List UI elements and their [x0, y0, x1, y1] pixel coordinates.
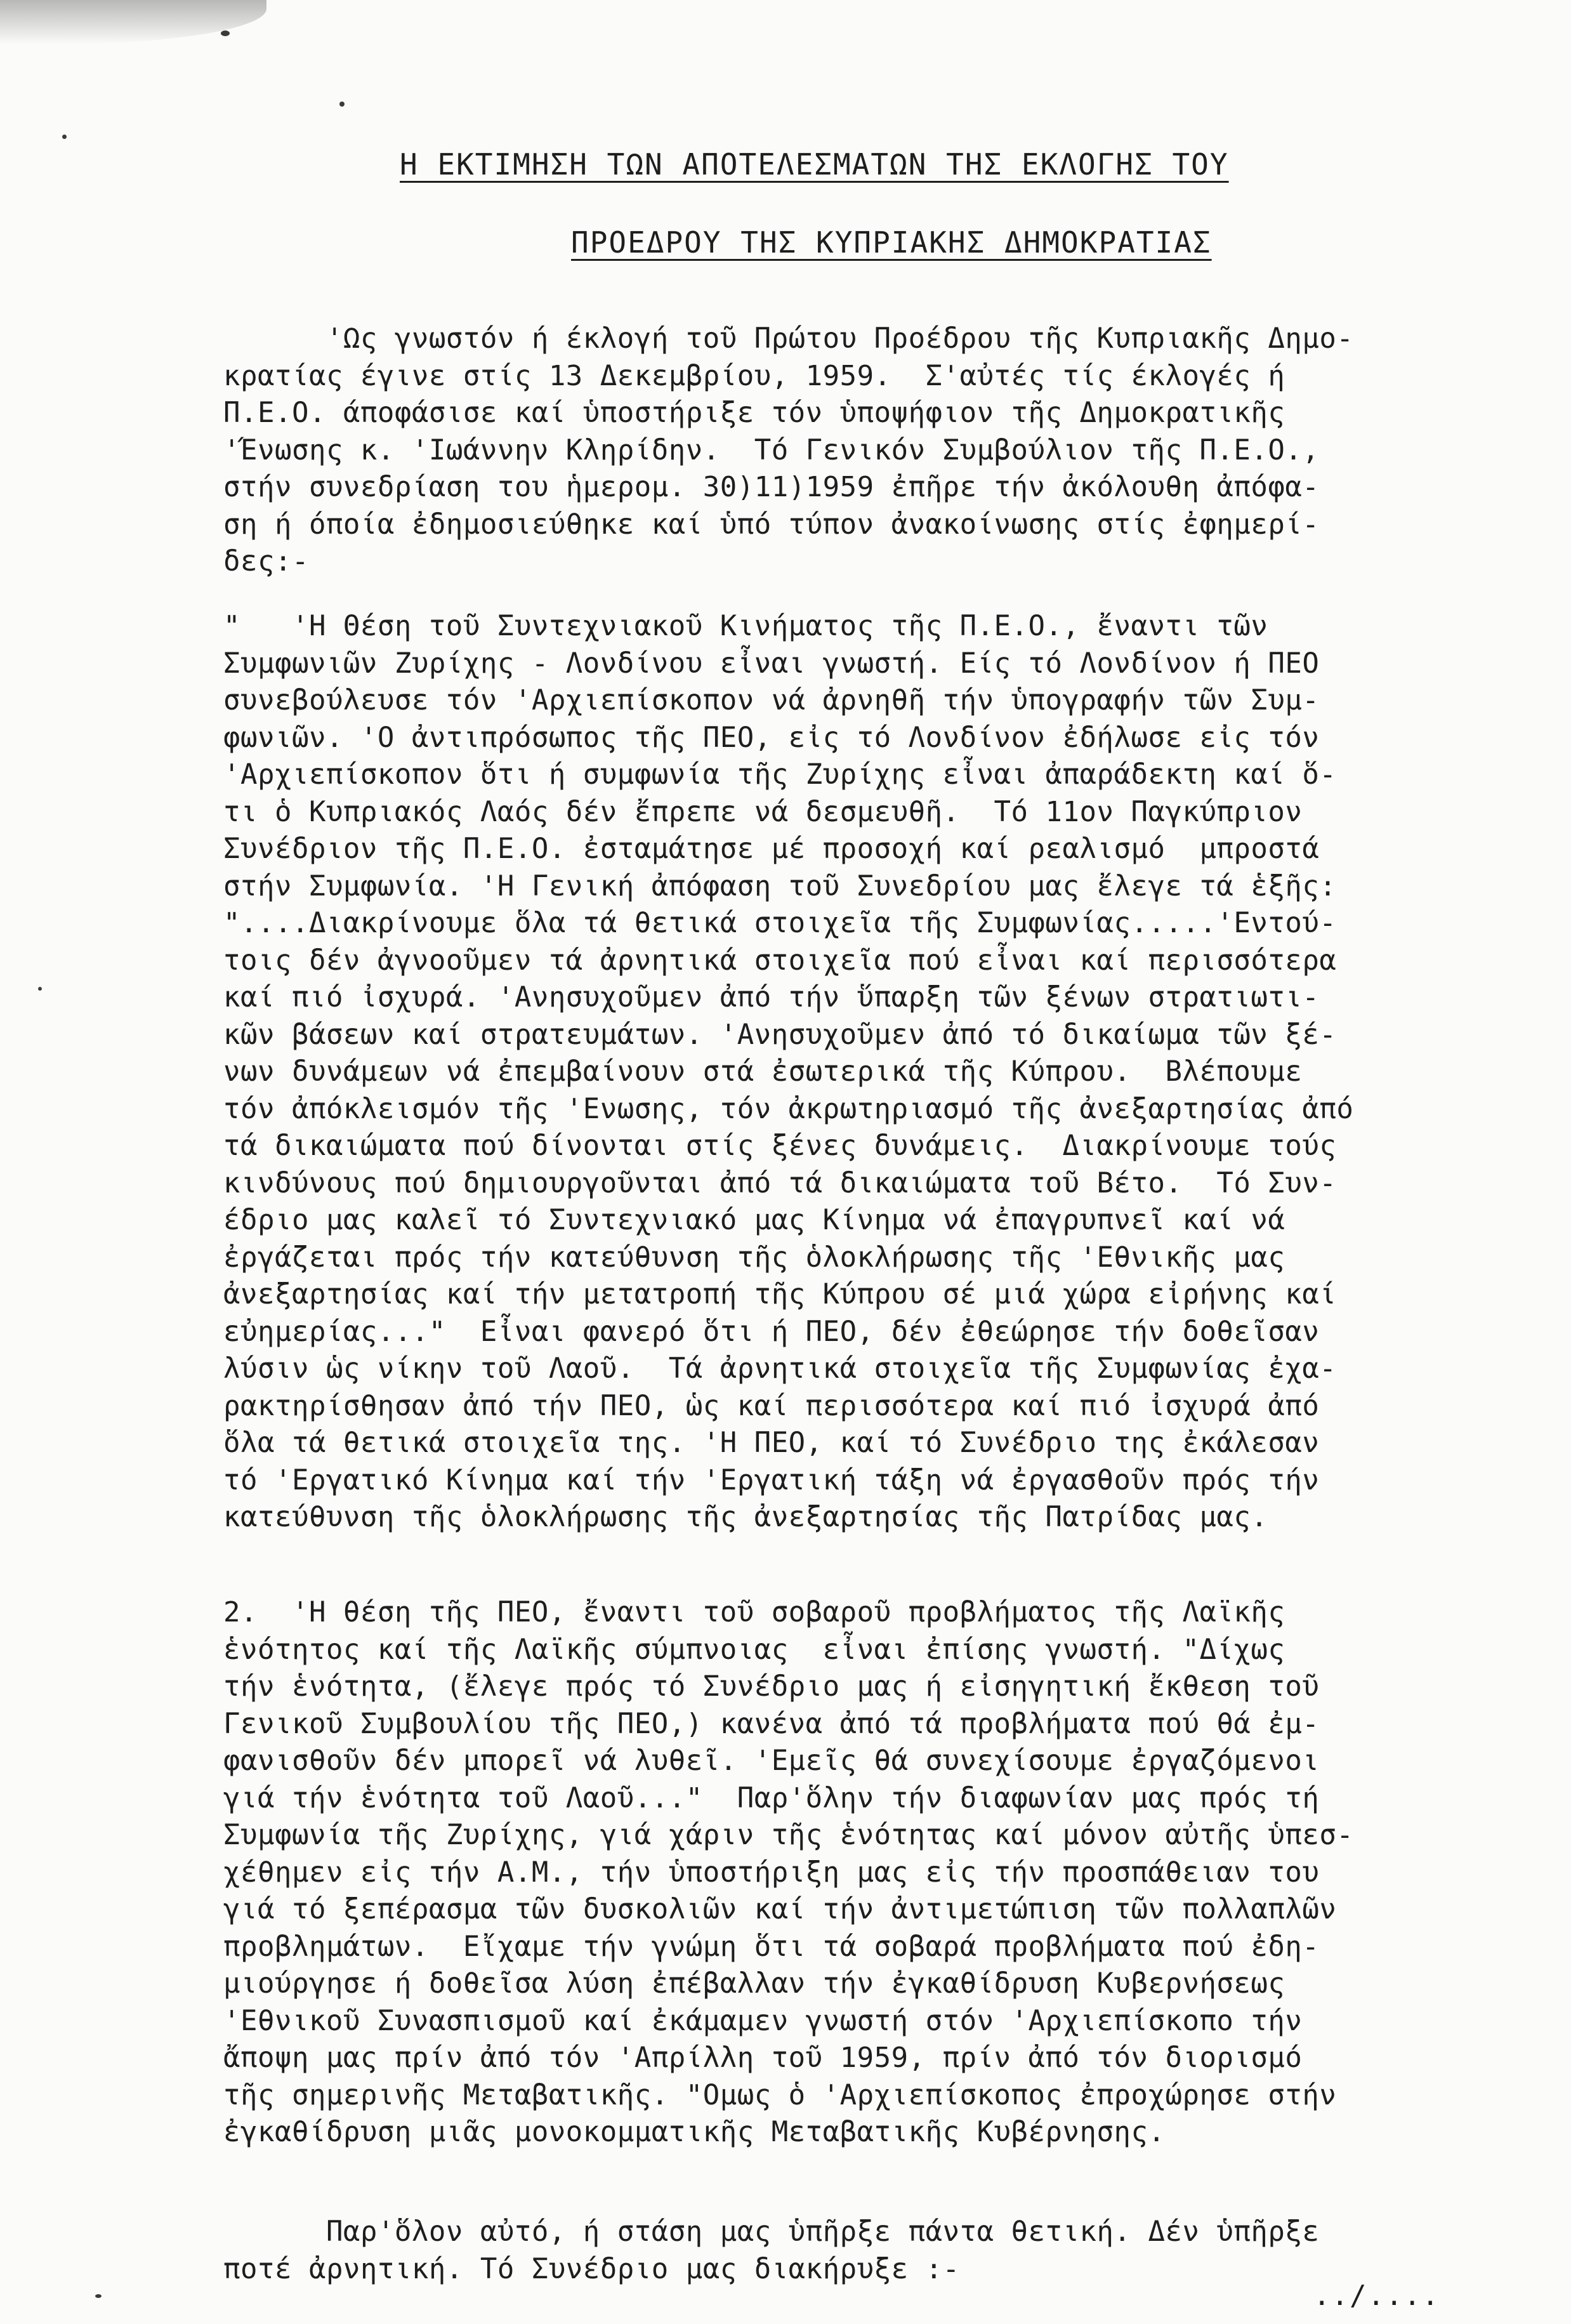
text-line: 'Αρχιεπίσκοπον ὅτι ή συμφωνία τῆς Ζυρίχης εἶναι ἀπαράδεκτη καί ὅ-: [223, 758, 1337, 791]
text-line: ἑνότητος καί τῆς Λαϊκῆς σύμπνοιας εἶναι ἐπίσης γνωστή. "Δίχως: [223, 1633, 1285, 1666]
scan-shadow: [0, 0, 266, 44]
text-line: έδριο μας καλεῖ τό Συντεχνιακό μας Κίνημα νά ἐπαγρυπνεῖ καί νά: [223, 1204, 1285, 1236]
text-line: Γενικοῦ Συμβουλίου τῆς ΠΕΟ,) κανένα ἀπό τά προβλήματα πού θά ἐμ-: [223, 1707, 1320, 1740]
paragraph-2: [223, 1594, 1489, 2151]
text-line: ἐργάζεται πρός τήν κατεύθυνση τῆς ὁλοκλήρωσης τῆς 'Εθνικῆς μας: [223, 1241, 1285, 1274]
text-line: τά δικαιώματα πού δίνονται στίς ξένες δυνάμεις. Διακρίνουμε τούς: [223, 1130, 1337, 1162]
text-line: συνεβούλευσε τόν 'Αρχιεπίσκοπον νά ἀρνηθῆ τήν ὑπογραφήν τῶν Συμ-: [223, 684, 1320, 716]
text-line: 'Ένωσης κ. 'Ιωάννην Κληρίδην. Τό Γενικόν Συμβούλιον τῆς Π.Ε.Ο.,: [223, 433, 1320, 466]
text-line: στήν συνεδρίαση του ἡμερομ. 30)11)1959 ἐπῆρε τήν ἀκόλουθη ἀπόφα-: [223, 471, 1320, 503]
text-line: δες:-: [223, 545, 309, 578]
text-line: καί πιό ἰσχυρά. 'Ανησυχοῦμεν ἀπό τήν ὕπαρξη τῶν ξένων στρατιωτι-: [223, 981, 1320, 1013]
text-line: στήν Συμφωνία. 'Η Γενική ἀπόφαση τοῦ Συνεδρίου μας ἔλεγε τά ἑξῆς:: [223, 869, 1337, 902]
text-line: Συμφωνία τῆς Ζυρίχης, γιά χάριν τῆς ἑνότητας καί μόνον αὐτῆς ὑπεσ-: [223, 1819, 1354, 1851]
text-line: λύσιν ὡς νίκην τοῦ Λαοῦ. Τά ἀρνητικά στοιχεῖα τῆς Συμφωνίας ἐχα-: [223, 1352, 1337, 1385]
text-line: γιά τήν ἑνότητα τοῦ Λαοῦ..." Παρ'ὅλην τήν διαφωνίαν μας πρός τή: [223, 1781, 1320, 1814]
paragraph-1: [223, 320, 1489, 581]
title-line-1: Η ΕΚΤΙΜΗΣΗ ΤΩΝ ΑΠΟΤΕΛΕΣΜΑΤΩΝ ΤΗΣ ΕΚΛΟΓΗΣ ΤΟΥ: [400, 147, 1229, 182]
text-line: ὅλα τά θετικά στοιχεῖα της. 'Η ΠΕΟ, καί τό Συνέδριο της ἐκάλεσαν: [223, 1427, 1320, 1459]
text-line: προβλημάτων. Εἴχαμε τήν γνώμη ὅτι τά σοβαρά προβλήματα πού ἐδη-: [223, 1930, 1320, 1963]
continuation-mark: ../....: [1313, 2280, 1440, 2312]
text-line: 2. 'Η θέση τῆς ΠΕΟ, ἔναντι τοῦ σοβαροῦ προβλήματος τῆς Λαϊκῆς: [223, 1596, 1285, 1628]
text-line: γιά τό ξεπέρασμα τῶν δυσκολιῶν καί τήν ἀντιμετώπιση τῶν πολλαπλῶν: [223, 1893, 1337, 1925]
text-line: εὐημερίας..." Εἶναι φανερό ὅτι ή ΠΕΟ, δέν ἐθεώρησε τήν δοθεῖσαν: [223, 1315, 1320, 1348]
text-line: τόν ἀπόκλεισμόν τῆς 'Ενωσης, τόν ἀκρωτηριασμό τῆς ἀνεξαρτησίας ἀπό: [223, 1092, 1354, 1125]
text-line: ἄποψη μας πρίν ἀπό τόν 'Απρίλλη τοῦ 1959, πρίν ἀπό τόν διορισμό: [223, 2042, 1303, 2074]
scan-speck: [221, 30, 230, 36]
text-line: κινδύνους πού δημιουργοῦνται ἀπό τά δικαιώματα τοῦ Βέτο. Τό Συν-: [223, 1166, 1337, 1199]
text-line: τι ὁ Κυπριακός Λαός δέν ἔπρεπε νά δεσμευθῆ. Τό 11ον Παγκύπριον: [223, 795, 1303, 828]
text-line: 'Ως γνωστόν ή έκλογή τοῦ Πρώτου Προέδρου τῆς Κυπριακῆς Δημο-: [223, 322, 1354, 355]
text-line: "....Διακρίνουμε ὅλα τά θετικά στοιχεῖα τῆς Συμφωνίας.....'Εντού-: [223, 907, 1337, 939]
text-line: ἀνεξαρτησίας καί τήν μετατροπή τῆς Κύπρου σέ μιά χώρα εἰρήνης καί: [223, 1278, 1337, 1311]
text-line: τό 'Εργατικό Κίνημα καί τήν 'Εργατική τάξη νά ἐργασθοῦν πρός τήν: [223, 1463, 1320, 1496]
text-line: τοις δέν ἀγνοοῦμεν τά ἀρνητικά στοιχεῖα πού εἶναι καί περισσότερα: [223, 944, 1337, 977]
scan-speck: [339, 102, 345, 107]
text-line: μιούργησε ή δοθεῖσα λύση ἐπέβαλλαν τήν ἐγκαθίδρυση Κυβερνήσεως: [223, 1967, 1285, 2000]
text-line: Π.Ε.Ο. άποφάσισε καί ὑποστήριξε τόν ὑποψήφιον τῆς Δημοκρατικῆς: [223, 397, 1285, 429]
paragraph-3: [223, 2214, 1489, 2288]
text-line: 'Εθνικοῦ Συνασπισμοῦ καί ἐκάμαμεν γνωστή στόν 'Αρχιεπίσκοπο τήν: [223, 2004, 1303, 2037]
text-line: ποτέ ἀρνητική. Τό Συνέδριο μας διακήρυξε :-: [223, 2252, 960, 2285]
text-line: κῶν βάσεων καί στρατευμάτων. 'Ανησυχοῦμεν ἀπό τό δικαίωμα τῶν ξέ-: [223, 1018, 1337, 1051]
text-line: τήν ἑνότητα, (ἔλεγε πρός τό Συνέδριο μας ή εἰσηγητική ἔκθεση τοῦ: [223, 1670, 1320, 1703]
text-line: χέθημεν εἰς τήν Α.Μ., τήν ὑποστήριξη μας εἰς τήν προσπάθειαν του: [223, 1856, 1320, 1889]
text-line: Συνέδριον τῆς Π.Ε.Ο. ἐσταμάτησε μέ προσοχή καί ρεαλισμό μπροστά: [223, 833, 1320, 865]
scan-speck: [38, 987, 42, 991]
text-line: Συμφωνιῶν Ζυρίχης - Λονδίνου εἶναι γνωστή. Είς τό Λονδίνον ή ΠΕΟ: [223, 647, 1320, 680]
scan-speck: [95, 2294, 102, 2298]
text-line: " 'Η Θέση τοῦ Συντεχνιακοῦ Κινήματος τῆς Π.Ε.Ο., ἔναντι τῶν: [223, 610, 1268, 642]
scan-speck: [62, 135, 67, 139]
title-line-2: ΠΡΟΕΔΡΟΥ ΤΗΣ ΚΥΠΡΙΑΚΗΣ ΔΗΜΟΚΡΑΤΙΑΣ: [571, 225, 1212, 260]
text-line: κρατίας έγινε στίς 13 Δεκεμβρίου, 1959. Σ'αὐτές τίς έκλογές ή: [223, 359, 1285, 392]
text-line: ρακτηρίσθησαν ἀπό τήν ΠΕΟ, ὡς καί περισσότερα καί πιό ἰσχυρά ἀπό: [223, 1389, 1320, 1422]
text-line: φανισθοῦν δέν μπορεῖ νά λυθεῖ. 'Εμεῖς θά συνεχίσουμε ἐργαζόμενοι: [223, 1745, 1320, 1777]
text-line: ση ή όποία ἐδημοσιεύθηκε καί ὑπό τύπον ἀνακοίνωσης στίς ἐφημερί-: [223, 508, 1320, 541]
text-line: ἐγκαθίδρυση μιᾶς μονοκομματικῆς Μεταβατικῆς Κυβέρνησης.: [223, 2116, 1166, 2148]
text-line: νων δυνάμεων νά ἐπεμβαίνουν στά ἐσωτερικά τῆς Κύπρου. Βλέπουμε: [223, 1055, 1303, 1088]
text-line: Παρ'ὅλον αὐτό, ή στάση μας ὑπῆρξε πάντα θετική. Δέν ὑπῆρξε: [223, 2215, 1320, 2248]
text-line: φωνιῶν. 'Ο ἀντιπρόσωπος τῆς ΠΕΟ, εἰς τό Λονδίνον ἐδήλωσε εἰς τόν: [223, 721, 1320, 754]
quote-paragraph: [223, 608, 1489, 1536]
text-line: τῆς σημερινῆς Μεταβατικῆς. "Ομως ὁ 'Αρχιεπίσκοπος ἐπροχώρησε στήν: [223, 2078, 1337, 2111]
text-line: κατεύθυνση τῆς ὁλοκλήρωσης τῆς ἀνεξαρτησίας τῆς Πατρίδας μας.: [223, 1501, 1268, 1533]
